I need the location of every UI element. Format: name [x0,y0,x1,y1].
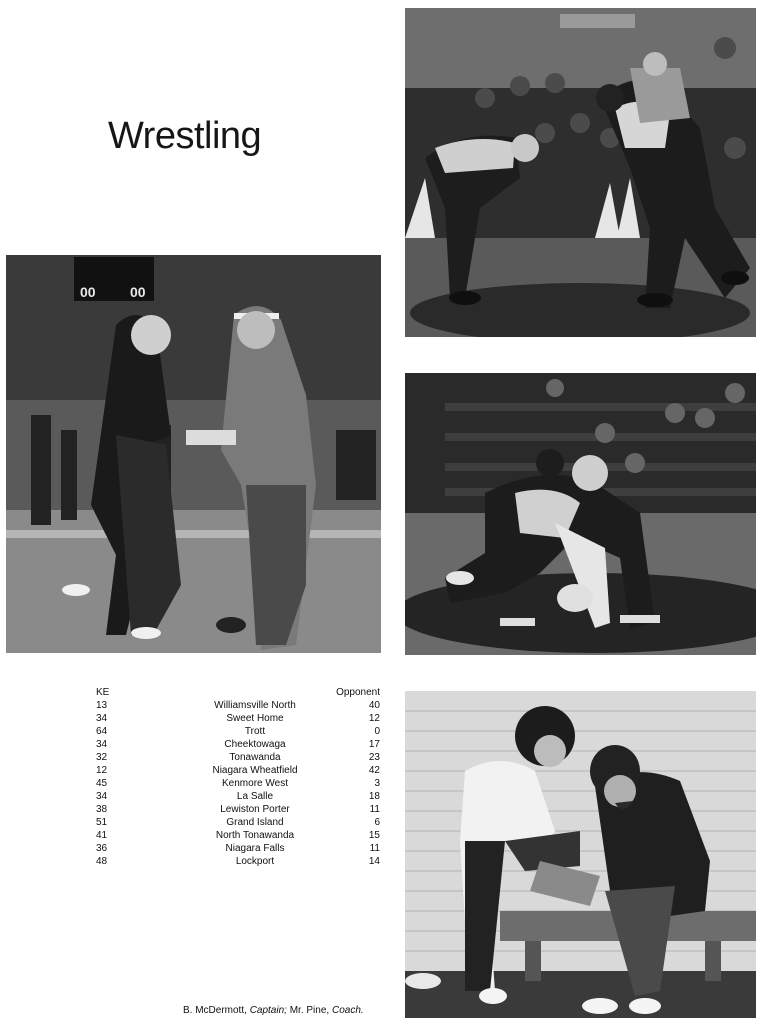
photo-captain-and-coach [405,691,756,1018]
table-row [96,751,380,764]
opponent-score: 18 [368,791,380,802]
photo-wrestlers-handshake [6,255,381,653]
opponent-score: 3 [374,778,380,789]
opponent-score: 23 [368,752,380,763]
opponent-score: 17 [368,739,380,750]
ke-score: 45 [96,778,108,789]
opponent-score: 11 [369,804,380,815]
photo-caption [183,1005,364,1016]
captain-role: Captain; [249,1005,287,1016]
header-opponent-score: Opponent [336,687,380,698]
ke-score: 36 [96,843,108,854]
ke-score: 48 [96,856,108,867]
scoreboard-digits-left: 00 [80,284,96,300]
table-row [96,855,380,868]
opponent-name: Cheektowaga [224,739,286,750]
header-ke-score: KE [96,687,110,698]
table-row [96,764,380,777]
table-row [96,790,380,803]
ke-score: 64 [96,726,108,737]
opponent-name: North Tonawanda [215,830,295,841]
coach-name: Mr. Pine, [289,1005,330,1016]
opponent-name: Kenmore West [222,778,288,789]
table-row [96,699,380,712]
opponent-name: Tonawanda [229,752,281,763]
ke-score: 41 [96,830,108,841]
opponent-score: 42 [368,765,380,776]
photo-wrestlers-on-mat [405,373,756,655]
opponent-score: 15 [368,830,380,841]
ke-score: 12 [96,765,108,776]
ke-score: 34 [96,791,108,802]
table-row [96,777,380,790]
table-row [96,803,380,816]
opponent-score: 14 [368,856,380,867]
opponent-name: Lewiston Porter [220,804,290,815]
opponent-name: Williamsville North [214,700,296,711]
opponent-score: 11 [369,843,380,854]
ke-score: 51 [96,817,108,828]
table-row [96,725,380,738]
opponent-name: Niagara Wheatfield [212,765,298,776]
coach-role: Coach. [331,1005,364,1016]
table-row [96,816,380,829]
ke-score: 38 [96,804,108,815]
results-rows [96,699,380,868]
opponent-score: 12 [368,713,380,724]
opponent-name: Niagara Falls [225,843,285,854]
opponent-name: Grand Island [226,817,284,828]
opponent-name: La Salle [236,791,274,802]
table-row [96,842,380,855]
opponent-name: Trott [244,726,266,737]
opponent-name: Lockport [235,856,275,867]
table-row [96,829,380,842]
ke-score: 13 [96,700,108,711]
results-table-header [96,686,380,699]
table-row [96,738,380,751]
opponent-name: Sweet Home [226,713,284,724]
scoreboard-digits-right: 00 [130,284,146,300]
ke-score: 34 [96,739,108,750]
table-row [96,712,380,725]
opponent-score: 40 [368,700,380,711]
captain-name: B. McDermott, [183,1005,247,1016]
photo-wrestlers-with-referee [405,8,756,337]
opponent-score: 0 [374,726,380,737]
results-table [96,686,380,868]
ke-score: 32 [96,752,108,763]
ke-score: 34 [96,713,108,724]
page-title: Wrestling [108,115,262,158]
opponent-score: 6 [374,817,380,828]
